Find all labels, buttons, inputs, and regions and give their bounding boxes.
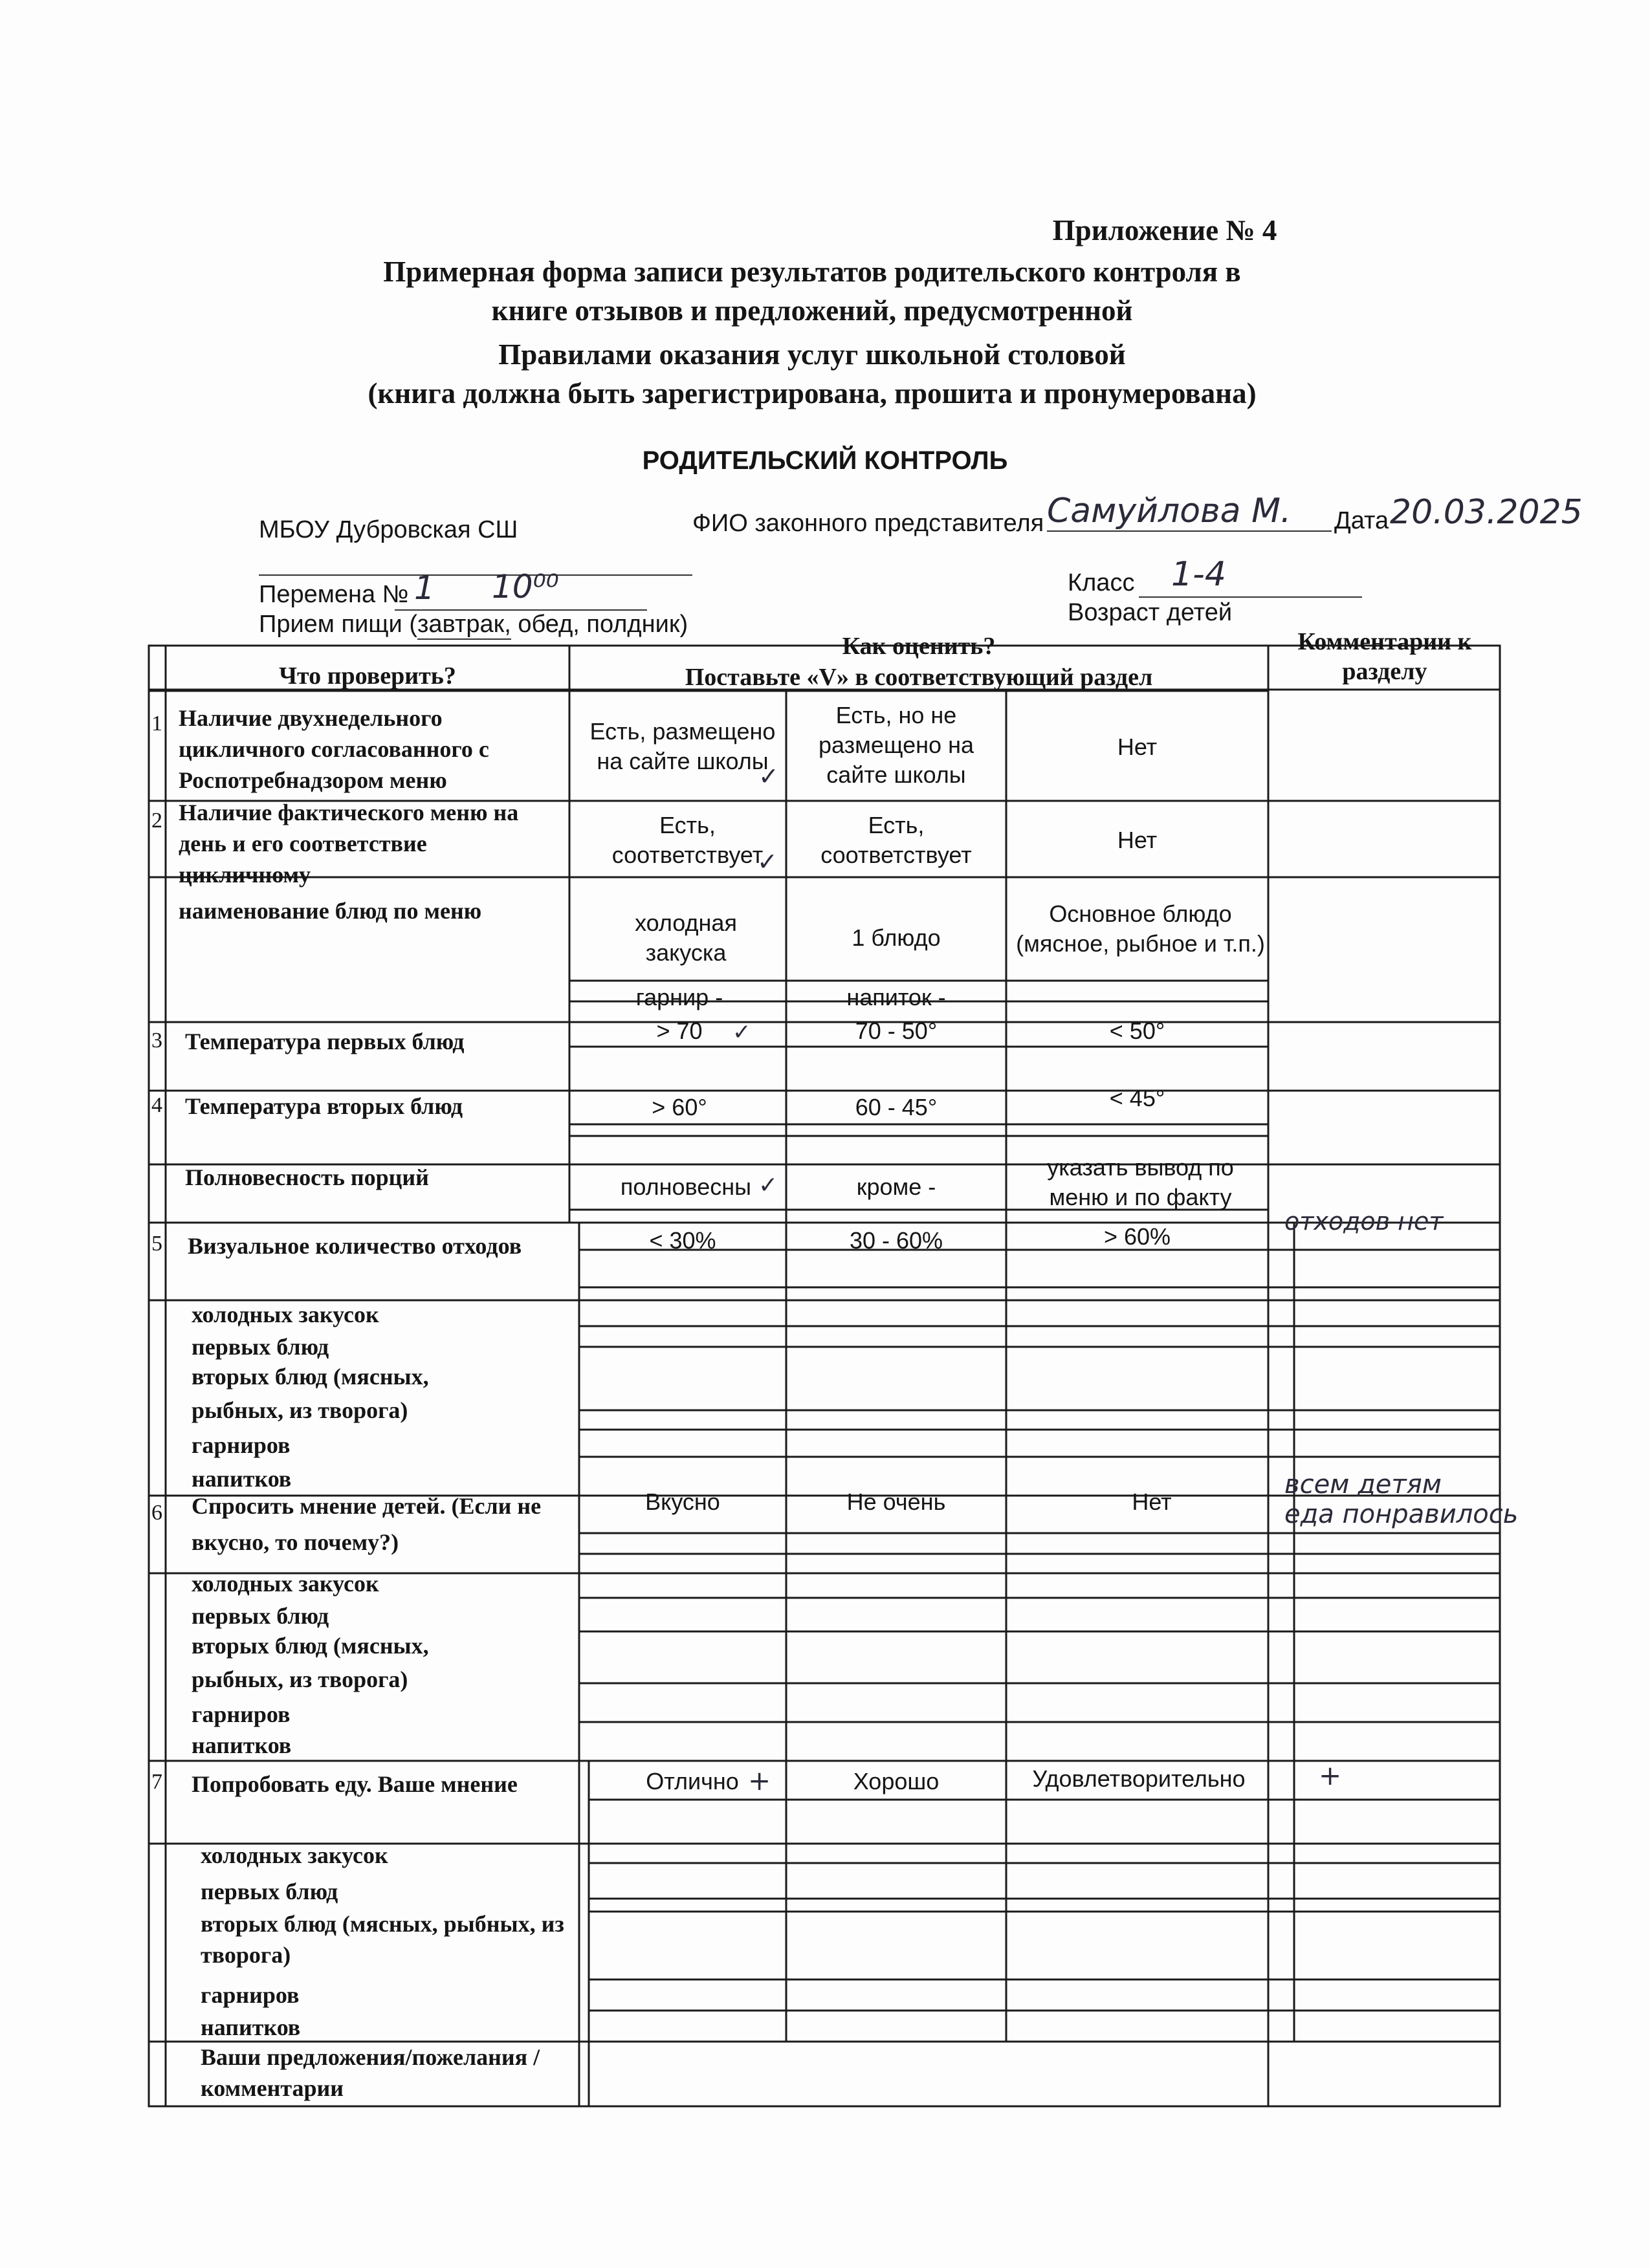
row-3-option-1[interactable]: > 70 [656,1018,703,1044]
row-2-option-1[interactable]: Есть, соответствует [611,812,764,868]
row-5-label: Визуальное количество отходов [188,1233,522,1259]
row-4-option-3[interactable]: < 45° [1109,1085,1165,1111]
row-1-label: Наличие двухнедельного цикличного согласованного с Роспотребнадзором меню [179,705,489,793]
row-2-option-3[interactable]: Нет [1117,827,1158,853]
row-1-option-1[interactable]: Есть, размещено на сайте школы [589,718,776,774]
menu-option-garnish[interactable]: гарнир - [635,984,723,1010]
section-title: РОДИТЕЛЬСКИЙ КОНТРОЛЬ [642,446,1008,475]
row-5-number: 5 [151,1232,162,1256]
class-value: 1-4 [1171,555,1226,594]
checkmark-icon: ✓ [758,762,779,791]
row-6-label: Спросить мнение детей. (Если не вкусно, то почему?) [192,1493,542,1555]
meal-rest: обед, полдник) [511,611,688,638]
row-4-option-2[interactable]: 60 - 45° [855,1094,938,1120]
suggestions-label: Ваши предложения/пожелания / комментарии [201,2044,540,2101]
title-line-4: (книга должна быть зарегистрирована, прошита и пронумерована) [368,377,1257,409]
portion-label: Полновесность порций [185,1164,429,1190]
row-7-option-1[interactable]: Отлично [646,1768,739,1794]
menu-option-first[interactable]: 1 блюдо [852,924,941,951]
dishes-a-cold: холодных закусок [192,1302,379,1327]
row-3-number: 3 [151,1029,162,1052]
row-1-number: 1 [151,712,162,736]
row-4-option-1[interactable]: > 60° [652,1094,707,1120]
portion-option-1[interactable]: полновесны [620,1173,752,1200]
appendix-number: Приложение № 4 [1052,214,1277,246]
dishes-c-garnish: гарниров [201,1982,300,2008]
row-1-option-3[interactable]: Нет [1117,734,1158,760]
row-2-option-2[interactable]: Есть, соответствует [820,812,972,868]
class-label: Класс [1068,569,1135,596]
age-label: Возраст детей [1068,599,1233,626]
dishes-b-drinks: напитков [192,1732,292,1758]
representative-value: Самуйлова М. [1047,492,1332,532]
menu-option-drink[interactable]: напиток - [846,984,946,1010]
row-5-option-3[interactable]: > 60% [1103,1223,1171,1250]
row-4-number: 4 [151,1093,162,1117]
title-line-2: книге отзывов и предложений, предусмотренной [491,294,1133,327]
col-header-how-1: Как оценить? [842,633,996,660]
representative-label: ФИО законного представителя [692,510,1044,537]
menu-option-main[interactable]: Основное блюдо (мясное, рыбное и т.п.) [1016,900,1265,957]
checkmark-icon: ✓ [758,1172,778,1199]
date-value: 20.03.2025 [1390,493,1583,532]
dishes-b-second-2: рыбных, из творога) [192,1666,408,1692]
title-line-3: Правилами оказания услуг школьной столовой [498,338,1126,371]
row-6-option-1[interactable]: Вкусно [645,1488,720,1515]
date-label: Дата [1334,507,1389,534]
row-6-option-3[interactable]: Нет [1132,1488,1172,1515]
portion-option-3[interactable]: указать вывод по меню и по факту [1047,1154,1234,1210]
break-number: 1 [414,569,435,607]
row-6-comment-1: всем детям [1284,1470,1442,1499]
dishes-b-cold: холодных закусок [192,1571,379,1597]
row-5-option-2[interactable]: 30 - 60% [849,1227,943,1254]
row-7-label: Попробовать еду. Ваше мнение [192,1771,518,1797]
col-header-how-2: Поставьте «V» в соответствующий раздел [685,664,1153,691]
meal-selected: завтрак, [417,611,511,640]
checkmark-icon: ✓ [757,847,778,876]
break-time: 10⁰⁰ [492,568,559,605]
menu-option-cold[interactable]: холодная закуска [635,910,737,966]
row-1-option-2[interactable]: Есть, но не размещено на сайте школы [819,702,974,788]
dishes-a-drinks: напитков [192,1466,292,1492]
row-4-label: Температура вторых блюд [185,1093,463,1119]
row-3-option-3[interactable]: < 50° [1109,1018,1165,1044]
row-6-option-2[interactable]: Не очень [846,1488,946,1515]
dishes-c-first: первых блюд [201,1879,338,1904]
dishes-a-second-1: вторых блюд (мясных, [192,1364,429,1390]
dishes-b-first: первых блюд [192,1603,329,1629]
col-header-what: Что проверить? [279,662,456,690]
meal-label: Прием пищи ( [259,611,417,638]
row-5-option-1[interactable]: < 30% [649,1227,716,1254]
dishes-b-garnish: гарниров [192,1701,291,1727]
menu-label: наименование блюд по меню [179,898,482,924]
dishes-b-second-1: вторых блюд (мясных, [192,1633,429,1659]
break-label: Перемена № [259,581,409,608]
dishes-c-cold: холодных закусок [201,1842,388,1868]
checkmark-icon: ✓ [732,1020,751,1045]
plus-mark-icon: + [748,1765,771,1796]
row-7-number: 7 [151,1770,162,1794]
row-3-option-2[interactable]: 70 - 50° [855,1018,938,1044]
row-3-label: Температура первых блюд [185,1029,465,1054]
title-line-1: Примерная форма записи результатов родительского контроля в [383,256,1241,288]
dishes-a-second-2: рыбных, из творога) [192,1397,408,1423]
dishes-c-second: вторых блюд (мясных, рыбных, из творога) [201,1911,564,1968]
dishes-c-drinks: напитков [201,2014,301,2040]
dishes-a-first: первых блюд [192,1334,329,1360]
col-header-comments: Комментарии к разделу [1297,628,1472,685]
row-7-option-3[interactable]: Удовлетворительно [1032,1765,1246,1792]
row-5-comment: отходов нет [1284,1207,1444,1236]
row-6-comment-2: еда понравилось [1284,1499,1519,1529]
plus-mark-icon: + [1319,1760,1342,1791]
row-2-label: Наличие фактического меню на день и его соответствие цикличному [179,800,519,888]
row-2-number: 2 [151,809,162,833]
row-6-number: 6 [151,1501,162,1525]
row-7-option-2[interactable]: Хорошо [853,1768,940,1794]
dishes-a-garnish: гарниров [192,1432,291,1458]
school-name: МБОУ Дубровская СШ [259,516,518,543]
portion-option-2[interactable]: кроме - [856,1173,936,1200]
